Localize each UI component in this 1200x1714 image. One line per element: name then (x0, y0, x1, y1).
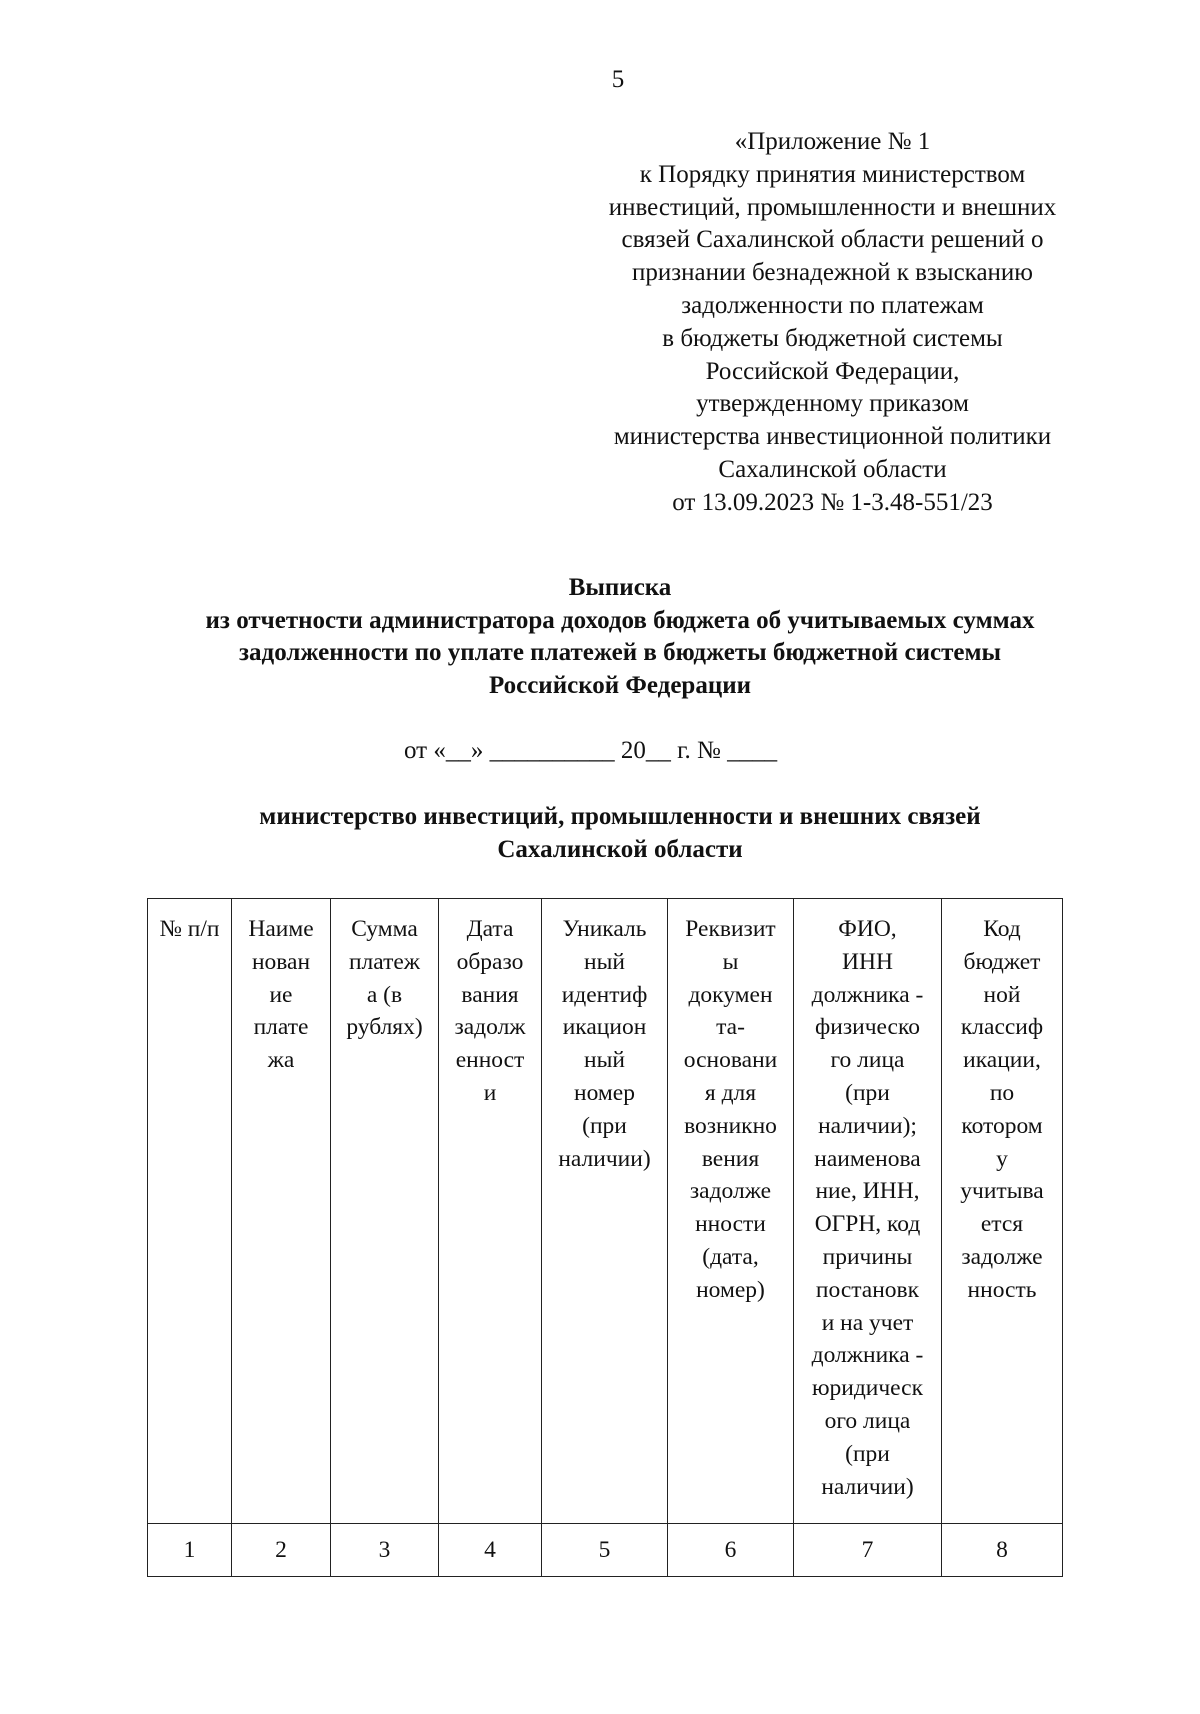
ministry-line: министерство инвестиций, промышленности и внешних связей (259, 803, 981, 830)
header-text-line: ФИО, (838, 916, 897, 942)
header-text-line: и (483, 1079, 497, 1106)
header-text-line: ный (584, 1047, 625, 1074)
header-text-line: основани (683, 1047, 778, 1074)
report-table (147, 898, 1063, 1577)
header-text-line: Дата (466, 916, 514, 942)
header-text-line: наименова (814, 1145, 921, 1172)
title-line: Российской Федерации (488, 671, 752, 699)
header-text-line: а (в (366, 981, 403, 1008)
header-text-line: наличии); (818, 1112, 917, 1139)
header-cell (232, 899, 331, 1524)
appendix-line: задолженности по платежам (681, 291, 984, 319)
header-text-line: учитыва (960, 1178, 1044, 1205)
title-line: Выписка (568, 574, 672, 601)
header-text-line: задолж (454, 1014, 526, 1041)
header-text-line: ной (983, 981, 1021, 1008)
header-text-line: платеж (348, 948, 421, 975)
header-text-line: котором (961, 1112, 1043, 1139)
appendix-line: от 13.09.2023 № 1-3.48-551/23 (672, 488, 993, 516)
date-line: от «__» __________ 20__ г. № ____ (404, 737, 778, 764)
header-text-line: плате (253, 1014, 309, 1041)
appendix-line: «Приложение № 1 (734, 128, 931, 155)
appendix-line: признании безнадежной к взысканию (631, 259, 1033, 287)
header-text-line: нность (967, 1276, 1037, 1303)
header-text-line: ОГРН, код (814, 1211, 921, 1238)
header-text-line: физическо (815, 1014, 920, 1041)
header-cell (331, 899, 439, 1524)
header-text-line: задолже (689, 1178, 772, 1205)
appendix-line: к Порядку принятия министерством (639, 160, 1026, 188)
header-text-line: (дата, (702, 1243, 759, 1270)
header-cell (668, 899, 794, 1524)
header-cell (148, 899, 232, 1524)
header-text-line: № п/п (159, 916, 220, 942)
column-number-row (148, 1524, 1063, 1577)
column-number-cell: 7 (794, 1524, 942, 1577)
header-text-line: ный (584, 948, 625, 975)
header-text-line: по (989, 1079, 1015, 1106)
header-text-line: докумен (688, 981, 773, 1008)
header-text-line: го лица (830, 1047, 905, 1074)
header-text-line: (при (845, 1079, 890, 1106)
header-text-line: номер) (696, 1276, 765, 1303)
header-text-line: нован (251, 948, 311, 975)
header-text-line: вания (461, 981, 519, 1008)
header-text-line: ие (269, 981, 293, 1008)
appendix-line: Российской Федерации, (705, 357, 960, 385)
appendix-line: утвержденному приказом (696, 390, 969, 418)
header-text-line: (при (845, 1440, 890, 1467)
column-number-cell: 8 (942, 1524, 1063, 1577)
header-text-line: Реквизит (685, 916, 776, 942)
header-text-line: ется (980, 1211, 1024, 1238)
header-text-line: рублях) (346, 1014, 423, 1041)
header-text-line: Наиме (248, 916, 314, 942)
column-number-cell: 5 (542, 1524, 668, 1577)
header-text-line: (при (582, 1112, 627, 1139)
header-text-line: образо (456, 948, 524, 975)
ministry-line: Сахалинской области (497, 836, 743, 863)
header-text-line: постановк (815, 1276, 920, 1303)
header-text-line: ого лица (824, 1407, 911, 1434)
header-text-line: причины (822, 1243, 913, 1270)
header-text-line: Сумма (351, 916, 418, 942)
header-cell (794, 899, 942, 1524)
header-text-line: номер (574, 1079, 635, 1106)
header-text-line: должника - (811, 981, 924, 1008)
appendix-line: министерства инвестиционной политики (613, 423, 1052, 451)
header-text-line: нности (695, 1211, 766, 1238)
appendix-line: Сахалинской области (718, 455, 947, 483)
header-text-line: енност (455, 1047, 525, 1074)
header-text-line: наличии) (821, 1473, 914, 1500)
header-text-line: икации, (963, 1047, 1041, 1074)
column-number-cell: 1 (148, 1524, 232, 1577)
header-text-line: и на учет (821, 1309, 914, 1336)
header-text-line: жа (267, 1047, 295, 1074)
table-header-row (148, 899, 1063, 1524)
header-text-line: та- (716, 1014, 745, 1041)
page-number: 5 (611, 66, 625, 93)
header-text-line: у (996, 1145, 1008, 1172)
header-text-line: классиф (960, 1014, 1044, 1041)
column-number-cell: 4 (439, 1524, 542, 1577)
header-text-line: ние, ИНН, (815, 1178, 920, 1205)
header-cell (942, 899, 1063, 1524)
appendix-line: связей Сахалинской области решений о (621, 226, 1044, 254)
title-line: из отчетности администратора доходов бюджета об учитываемых суммах (205, 606, 1035, 634)
header-text-line: должника - (811, 1342, 924, 1369)
header-text-line: ы (722, 948, 739, 975)
header-text-line: возникно (684, 1112, 777, 1139)
header-cell (439, 899, 542, 1524)
header-text-line: я для (704, 1079, 757, 1106)
header-text-line: бюджет (963, 948, 1041, 975)
column-number-cell: 6 (668, 1524, 794, 1577)
header-text-line: Уникаль (562, 916, 647, 942)
appendix-line: в бюджеты бюджетной системы (662, 324, 1003, 352)
column-number-cell: 2 (232, 1524, 331, 1577)
header-text-line: задолже (961, 1243, 1043, 1270)
appendix-line: инвестиций, промышленности и внешних (608, 193, 1057, 221)
header-text-line: наличии) (558, 1145, 651, 1172)
appendix-block (560, 126, 1105, 520)
column-number-cell: 3 (331, 1524, 439, 1577)
header-cell (542, 899, 668, 1524)
header-text-line: идентиф (561, 981, 648, 1008)
header-text-line: ИНН (842, 948, 893, 975)
header-text-line: юридическ (811, 1375, 924, 1402)
ministry-name (120, 800, 1120, 866)
title-line: задолженности по уплате платежей в бюджеты бюджетной системы (239, 639, 1001, 666)
header-text-line: икацион (562, 1014, 647, 1041)
document-title (120, 572, 1120, 702)
header-text-line: вения (701, 1145, 760, 1172)
header-text-line: Код (983, 916, 1021, 942)
